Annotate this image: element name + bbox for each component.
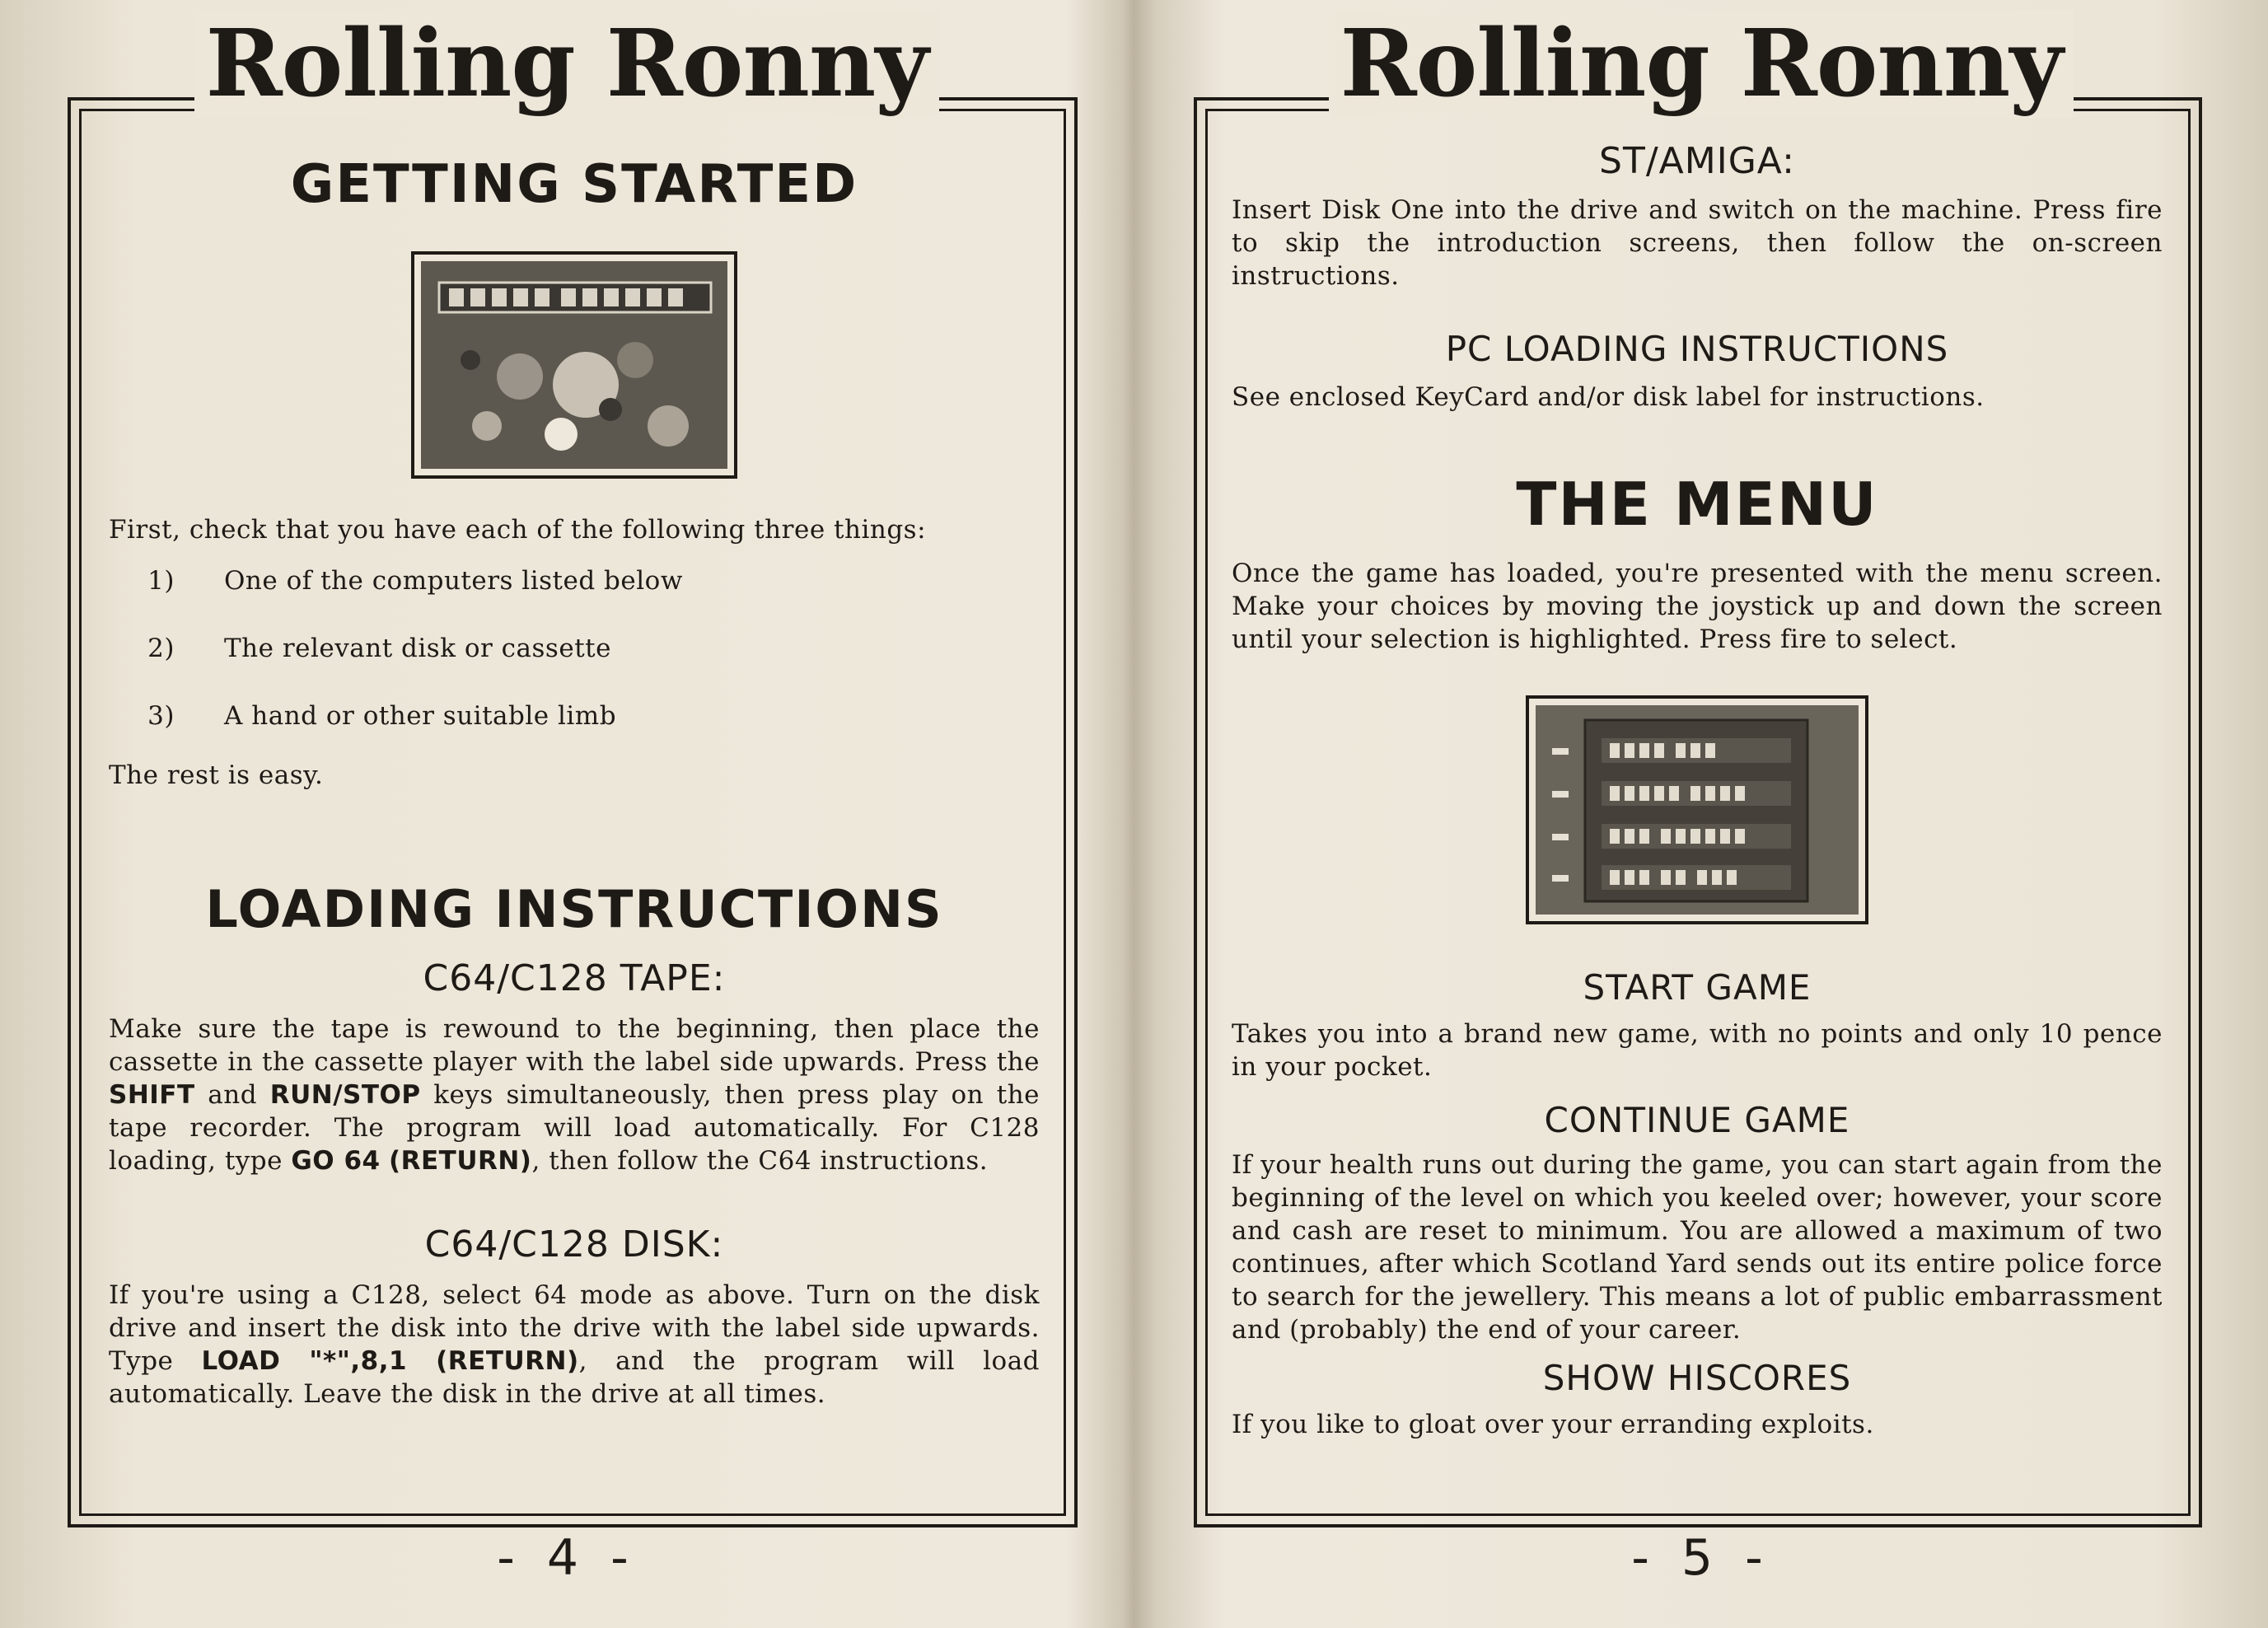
- running-title-text: Rolling Ronny: [194, 10, 940, 118]
- tape-heading: C64/C128 TAPE:: [423, 957, 726, 999]
- right-content: [1232, 140, 2163, 1441]
- page-number: - 4 -: [497, 1529, 637, 1587]
- list-item-number: 1): [147, 566, 175, 596]
- disk-text-part: If you're using a C128, select 64 mode as above. Turn on the disk drive and insert the disk into the drive with the label side upwards. Type: [109, 1280, 1040, 1376]
- list-item-number: 3): [147, 701, 175, 731]
- st-amiga-heading: ST/AMIGA:: [1599, 140, 1795, 182]
- title-screen-art: [421, 261, 727, 469]
- show-hiscores-heading: SHOW HISCORES: [1542, 1358, 1852, 1398]
- tape-text-part: , then follow the C64 instructions.: [531, 1146, 989, 1176]
- menu-screen-image: [1526, 695, 1868, 924]
- tape-text-part: Make sure the tape is rewound to the beginning, then place the cassette in the cassette player with the label side upwards. Press the: [109, 1014, 1040, 1077]
- shift-key-label: SHIFT: [109, 1080, 195, 1110]
- title-screen-picture: [421, 261, 727, 469]
- list-item-text: The relevant disk or cassette: [224, 634, 611, 663]
- checklist: [109, 564, 1040, 732]
- running-title: [0, 10, 1134, 118]
- tape-text-part: keys simultaneously, then press play on the tape recorder. The program will load automatically. For C128 loading, type: [109, 1080, 1040, 1176]
- pc-loading-heading: PC LOADING INSTRUCTIONS: [1445, 329, 1949, 369]
- disk-instructions: [109, 1279, 1040, 1410]
- outro-text: The rest is easy.: [109, 760, 324, 790]
- intro-text: First, check that you have each of the following three things:: [109, 515, 927, 545]
- run-stop-key-label: RUN/STOP: [269, 1080, 421, 1110]
- start-game-text: Takes you into a brand new game, with no points and only 10 pence in your pocket.: [1232, 1019, 2163, 1082]
- list-item-text: One of the computers listed below: [224, 566, 683, 596]
- list-item-number: 2): [147, 634, 175, 663]
- pc-loading-text: See enclosed KeyCard and/or disk label for instructions.: [1232, 382, 1985, 412]
- start-game-heading: START GAME: [1583, 967, 1812, 1008]
- show-hiscores-text: If you like to gloat over your erranding exploits.: [1232, 1410, 1874, 1439]
- running-title-text: Rolling Ronny: [1329, 10, 2074, 118]
- continue-game-heading: CONTINUE GAME: [1544, 1100, 1850, 1140]
- go64-command: GO 64: [291, 1146, 381, 1176]
- title-screen-image: [411, 251, 737, 479]
- disk-text-part: , and the program will load automatically. Leave the disk in the drive at all times.: [109, 1346, 1040, 1409]
- return-key-label: (RETURN): [388, 1146, 532, 1176]
- left-content: [109, 144, 1040, 1410]
- menu-text: Once the game has loaded, you're presented with the menu screen. Make your choices by moving the joystick up and down the screen until your selection is highlighted. Press fire to select.: [1232, 559, 2163, 654]
- loading-instructions-heading: LOADING INSTRUCTIONS: [205, 879, 943, 939]
- tape-text-part: [381, 1146, 389, 1176]
- load-command: LOAD "*",8,1 (RETURN): [201, 1346, 579, 1376]
- list-item: [109, 564, 1040, 597]
- continue-game-text: If your health runs out during the game, you can start again from the beginning of the level on which you keeled over; however, your score and cash are reset to minimum. You are allowed a maximum of two continues, after which Scotland Yard sends out its entire police force to search for the jewellery. This means a lot of public embarrassment and (probably) the end of your career.: [1232, 1150, 2163, 1345]
- st-amiga-text: Insert Disk One into the drive and switch on the machine. Press fire to skip the introduction screens, then follow the on-screen instructions.: [1232, 195, 2163, 291]
- list-item-text: A hand or other suitable limb: [224, 701, 617, 731]
- running-title: [1134, 10, 2268, 118]
- right-page: [1134, 0, 2268, 1628]
- tape-text-part: and: [194, 1080, 270, 1110]
- menu-screen-picture: [1536, 705, 1859, 915]
- menu-screen-art: [1536, 705, 1859, 915]
- tape-instructions: [109, 1013, 1040, 1177]
- list-item: [109, 632, 1040, 665]
- menu-heading: THE MENU: [1516, 470, 1878, 539]
- list-item: [109, 699, 1040, 732]
- page-number: - 5 -: [1631, 1529, 1771, 1587]
- disk-heading: C64/C128 DISK:: [424, 1223, 724, 1265]
- getting-started-heading: GETTING STARTED: [290, 154, 858, 215]
